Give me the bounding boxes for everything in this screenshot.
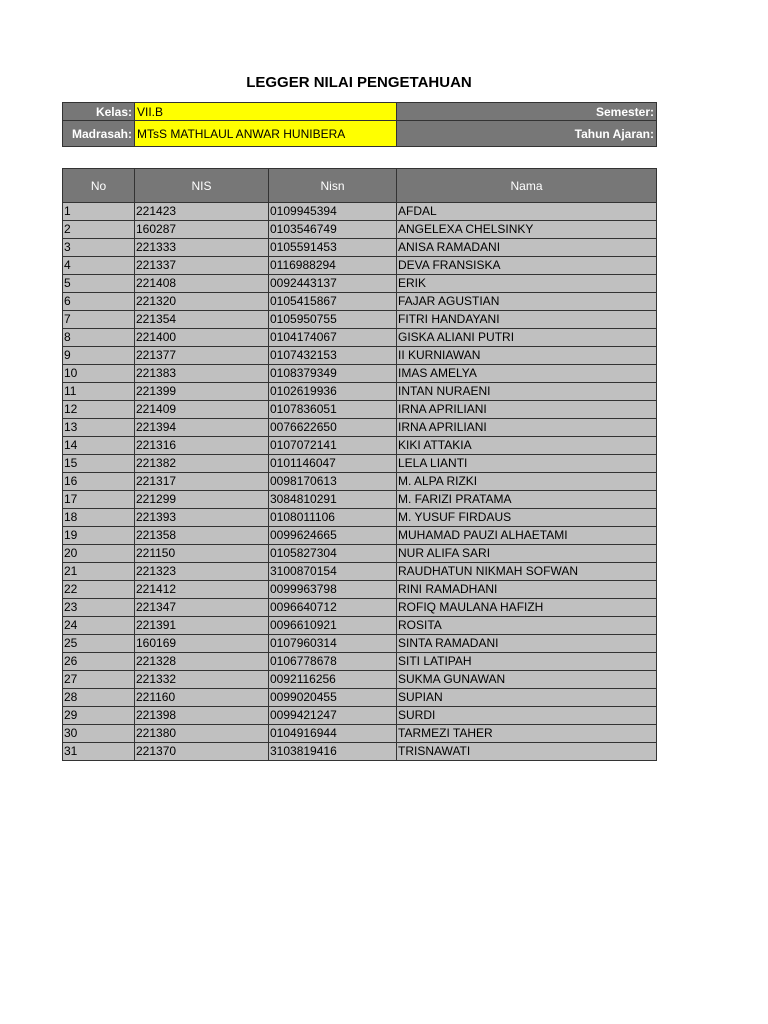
madrasah-label: Madrasah:: [63, 121, 135, 147]
cell-no[interactable]: 27: [63, 671, 135, 689]
table-row: [63, 509, 657, 527]
cell-nama[interactable]: IRNA APRILIANI: [397, 419, 657, 437]
cell-no[interactable]: 2: [63, 221, 135, 239]
table-row: [63, 653, 657, 671]
cell-nis[interactable]: 221400: [135, 329, 269, 347]
cell-nisn[interactable]: 0096640712: [269, 599, 397, 617]
cell-nama[interactable]: II KURNIAWAN: [397, 347, 657, 365]
cell-no[interactable]: 15: [63, 455, 135, 473]
cell-nisn[interactable]: 0092116256: [269, 671, 397, 689]
cell-no[interactable]: 6: [63, 293, 135, 311]
cell-nis[interactable]: 221370: [135, 743, 269, 761]
cell-no[interactable]: 17: [63, 491, 135, 509]
table-row: [63, 401, 657, 419]
cell-no[interactable]: 26: [63, 653, 135, 671]
cell-nis[interactable]: 221328: [135, 653, 269, 671]
cell-nama[interactable]: MUHAMAD PAUZI ALHAETAMI: [397, 527, 657, 545]
cell-nisn[interactable]: 0107432153: [269, 347, 397, 365]
cell-nis[interactable]: 221377: [135, 347, 269, 365]
table-row: [63, 221, 657, 239]
cell-no[interactable]: 19: [63, 527, 135, 545]
cell-no[interactable]: 14: [63, 437, 135, 455]
cell-nisn[interactable]: 0099624665: [269, 527, 397, 545]
cell-nisn[interactable]: 0096610921: [269, 617, 397, 635]
cell-no[interactable]: 7: [63, 311, 135, 329]
cell-no[interactable]: 24: [63, 617, 135, 635]
cell-nisn[interactable]: 0116988294: [269, 257, 397, 275]
cell-nis[interactable]: 221399: [135, 383, 269, 401]
table-row: [63, 365, 657, 383]
tahun-ajaran-label: Tahun Ajaran:: [397, 121, 657, 147]
cell-nama[interactable]: TARMEZI TAHER: [397, 725, 657, 743]
cell-nama[interactable]: SUPIAN: [397, 689, 657, 707]
header-nama[interactable]: Nama: [397, 169, 657, 203]
cell-nisn[interactable]: 0105591453: [269, 239, 397, 257]
cell-nis[interactable]: 160287: [135, 221, 269, 239]
cell-no[interactable]: 8: [63, 329, 135, 347]
cell-nisn[interactable]: 0099020455: [269, 689, 397, 707]
cell-nama[interactable]: KIKI ATTAKIA: [397, 437, 657, 455]
header-info-table: [62, 102, 657, 147]
table-row: [63, 491, 657, 509]
cell-no[interactable]: 13: [63, 419, 135, 437]
cell-nis[interactable]: 221347: [135, 599, 269, 617]
cell-nis[interactable]: 221354: [135, 311, 269, 329]
cell-nisn[interactable]: 3084810291: [269, 491, 397, 509]
cell-nama[interactable]: AFDAL: [397, 203, 657, 221]
cell-no[interactable]: 9: [63, 347, 135, 365]
cell-nama[interactable]: SURDI: [397, 707, 657, 725]
table-row: [63, 545, 657, 563]
cell-nisn[interactable]: 0101146047: [269, 455, 397, 473]
table-row: [63, 743, 657, 761]
cell-no[interactable]: 18: [63, 509, 135, 527]
cell-no[interactable]: 3: [63, 239, 135, 257]
header-nis[interactable]: NIS: [135, 169, 269, 203]
table-header-row: [63, 169, 657, 203]
cell-nis[interactable]: 221316: [135, 437, 269, 455]
cell-nisn[interactable]: 3103819416: [269, 743, 397, 761]
table-row: [63, 329, 657, 347]
cell-nisn[interactable]: 0099963798: [269, 581, 397, 599]
cell-nisn[interactable]: 3100870154: [269, 563, 397, 581]
table-row: [63, 599, 657, 617]
cell-nama[interactable]: ROFIQ MAULANA HAFIZH: [397, 599, 657, 617]
header-nisn[interactable]: Nisn: [269, 169, 397, 203]
info-row-madrasah: [63, 121, 657, 147]
cell-nama[interactable]: NUR ALIFA SARI: [397, 545, 657, 563]
cell-nis[interactable]: 221358: [135, 527, 269, 545]
cell-nis[interactable]: 221380: [135, 725, 269, 743]
table-row: [63, 527, 657, 545]
cell-nis[interactable]: 221398: [135, 707, 269, 725]
table-row: [63, 293, 657, 311]
student-table: [62, 168, 657, 761]
cell-nisn[interactable]: 0107072141: [269, 437, 397, 455]
cell-nis[interactable]: 221408: [135, 275, 269, 293]
table-row: [63, 725, 657, 743]
cell-nis[interactable]: 221150: [135, 545, 269, 563]
table-row: [63, 239, 657, 257]
cell-nama[interactable]: ERIK: [397, 275, 657, 293]
cell-nama[interactable]: TRISNAWATI: [397, 743, 657, 761]
cell-nisn[interactable]: 0109945394: [269, 203, 397, 221]
cell-nama[interactable]: GISKA ALIANI PUTRI: [397, 329, 657, 347]
cell-nis[interactable]: 221409: [135, 401, 269, 419]
cell-nis[interactable]: 221317: [135, 473, 269, 491]
cell-nisn[interactable]: 0108011106: [269, 509, 397, 527]
cell-nama[interactable]: FITRI HANDAYANI: [397, 311, 657, 329]
cell-nis[interactable]: 221383: [135, 365, 269, 383]
page-title: LEGGER NILAI PENGETAHUAN: [246, 74, 472, 91]
cell-no[interactable]: 12: [63, 401, 135, 419]
cell-nama[interactable]: FAJAR AGUSTIAN: [397, 293, 657, 311]
cell-nama[interactable]: ROSITA: [397, 617, 657, 635]
cell-no[interactable]: 25: [63, 635, 135, 653]
cell-nisn[interactable]: 0105415867: [269, 293, 397, 311]
table-row: [63, 689, 657, 707]
table-body: [63, 203, 657, 761]
table-row: [63, 419, 657, 437]
cell-nisn[interactable]: 0106778678: [269, 653, 397, 671]
cell-nisn[interactable]: 0099421247: [269, 707, 397, 725]
table-row: [63, 275, 657, 293]
madrasah-value[interactable]: MTsS MATHLAUL ANWAR HUNIBERA: [135, 121, 397, 147]
cell-nisn[interactable]: 0105950755: [269, 311, 397, 329]
cell-nisn[interactable]: 0104916944: [269, 725, 397, 743]
cell-nis[interactable]: 221332: [135, 671, 269, 689]
cell-no[interactable]: 29: [63, 707, 135, 725]
table-row: [63, 203, 657, 221]
table-row: [63, 671, 657, 689]
cell-nama[interactable]: IRNA APRILIANI: [397, 401, 657, 419]
cell-nama[interactable]: SITI LATIPAH: [397, 653, 657, 671]
table-row: [63, 563, 657, 581]
cell-nisn[interactable]: 0107960314: [269, 635, 397, 653]
cell-no[interactable]: 30: [63, 725, 135, 743]
cell-nisn[interactable]: 0104174067: [269, 329, 397, 347]
table-row: [63, 707, 657, 725]
cell-nama[interactable]: ANISA RAMADANI: [397, 239, 657, 257]
cell-nis[interactable]: 221323: [135, 563, 269, 581]
cell-no[interactable]: 5: [63, 275, 135, 293]
cell-nama[interactable]: SUKMA GUNAWAN: [397, 671, 657, 689]
table-row: [63, 257, 657, 275]
cell-no[interactable]: 1: [63, 203, 135, 221]
cell-no[interactable]: 21: [63, 563, 135, 581]
cell-nis[interactable]: 160169: [135, 635, 269, 653]
cell-nisn[interactable]: 0103546749: [269, 221, 397, 239]
kelas-label: Kelas:: [63, 103, 135, 121]
table-row: [63, 617, 657, 635]
cell-nisn[interactable]: 0092443137: [269, 275, 397, 293]
cell-nisn[interactable]: 0102619936: [269, 383, 397, 401]
table-row: [63, 437, 657, 455]
cell-no[interactable]: 10: [63, 365, 135, 383]
cell-nama[interactable]: M. ALPA RIZKI: [397, 473, 657, 491]
table-row: [63, 347, 657, 365]
cell-nisn[interactable]: 0098170613: [269, 473, 397, 491]
cell-no[interactable]: 16: [63, 473, 135, 491]
cell-nis[interactable]: 221337: [135, 257, 269, 275]
cell-nis[interactable]: 221423: [135, 203, 269, 221]
cell-nama[interactable]: LELA LIANTI: [397, 455, 657, 473]
table-row: [63, 383, 657, 401]
cell-no[interactable]: 11: [63, 383, 135, 401]
cell-nis[interactable]: 221160: [135, 689, 269, 707]
cell-nama[interactable]: RINI RAMADHANI: [397, 581, 657, 599]
cell-nis[interactable]: 221320: [135, 293, 269, 311]
cell-nama[interactable]: RAUDHATUN NIKMAH SOFWAN: [397, 563, 657, 581]
cell-nisn[interactable]: 0108379349: [269, 365, 397, 383]
header-no[interactable]: No: [63, 169, 135, 203]
cell-nis[interactable]: 221391: [135, 617, 269, 635]
cell-nama[interactable]: SINTA RAMADANI: [397, 635, 657, 653]
table-row: [63, 455, 657, 473]
cell-nis[interactable]: 221382: [135, 455, 269, 473]
kelas-value[interactable]: VII.B: [135, 103, 397, 121]
cell-no[interactable]: 31: [63, 743, 135, 761]
semester-label: Semester:: [397, 103, 657, 121]
cell-nis[interactable]: 221333: [135, 239, 269, 257]
table-row: [63, 311, 657, 329]
cell-no[interactable]: 22: [63, 581, 135, 599]
table-row: [63, 635, 657, 653]
cell-nis[interactable]: 221393: [135, 509, 269, 527]
cell-nis[interactable]: 221299: [135, 491, 269, 509]
cell-nisn[interactable]: 0105827304: [269, 545, 397, 563]
cell-nisn[interactable]: 0076622650: [269, 419, 397, 437]
cell-nis[interactable]: 221394: [135, 419, 269, 437]
cell-nama[interactable]: INTAN NURAENI: [397, 383, 657, 401]
cell-nama[interactable]: ANGELEXA CHELSINKY: [397, 221, 657, 239]
cell-nisn[interactable]: 0107836051: [269, 401, 397, 419]
table-row: [63, 473, 657, 491]
cell-no[interactable]: 28: [63, 689, 135, 707]
cell-nis[interactable]: 221412: [135, 581, 269, 599]
cell-nama[interactable]: M. FARIZI PRATAMA: [397, 491, 657, 509]
cell-nama[interactable]: M. YUSUF FIRDAUS: [397, 509, 657, 527]
cell-no[interactable]: 4: [63, 257, 135, 275]
info-row-kelas: [63, 103, 657, 121]
cell-nama[interactable]: DEVA FRANSISKA: [397, 257, 657, 275]
cell-no[interactable]: 23: [63, 599, 135, 617]
table-row: [63, 581, 657, 599]
cell-no[interactable]: 20: [63, 545, 135, 563]
cell-nama[interactable]: IMAS AMELYA: [397, 365, 657, 383]
